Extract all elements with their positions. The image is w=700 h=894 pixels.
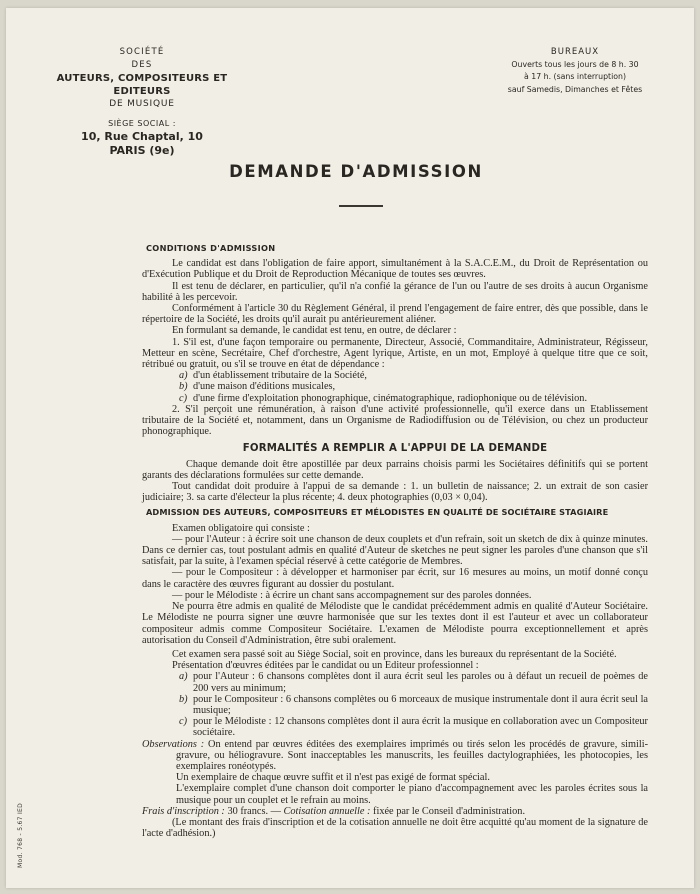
list-item: a) pour l'Auteur : 6 chansons complètes dont il aura écrit seul les paroles ou à défaut un recueil de poèmes de 200 vers au minimum; bbox=[179, 671, 648, 694]
observations-text: On entend par œuvres éditées des exemplaires imprimés ou tirés selon les procédés de gravure, simili-gravure, ou héliogravure. Sont inacceptables les manuscrits, les feuilles dactylographiées, les photocopies, les exemplaires ronéotypés. bbox=[176, 738, 649, 772]
conditions-paragraph: Conformément à l'article 30 du Règlement Général, il prend l'engagement de faire entrer, dès que possible, dans le répertoire de la Société, les droits qu'il aurait pu antérieurement aliéner. bbox=[142, 303, 648, 326]
list-item: b) pour le Compositeur : 6 chansons complètes ou 6 morceaux de musique instrumentale dont il aura écrit seul la musique; bbox=[179, 693, 648, 716]
fees-label: Frais d'inscription : bbox=[142, 805, 225, 817]
fees-amount: 30 francs. — bbox=[227, 805, 281, 817]
dues-label: Cotisation annuelle : bbox=[283, 805, 371, 817]
admission-paragraph: Ne pourra être admis en qualité de Mélodiste que le candidat précédemment admis en qualité d'Auteur Sociétaire. Le Mélodiste ne pourra signer une œuvre harmonisée que sur les textes dont il est l'auteur et avec un collaborateur compositeur admis comme Compositeur Sociétaire. L'examen de Mélodiste pourra exceptionnellement et après autorisation du Conseil d'Administration, être subi oralement. bbox=[142, 601, 648, 646]
observations-label: Observations : bbox=[142, 738, 205, 750]
fees-note: (Le montant des frais d'inscription et de la cotisation annuelle ne doit être acquitté qu'au moment de la signature de l'acte d'adhésion.) bbox=[142, 816, 648, 840]
offices-line-3: sauf Samedis, Dimanches et Fêtes bbox=[507, 84, 643, 94]
formalities-paragraph: Chaque demande doit être apostillée par deux parrains choisis parmi les Sociétaires définitifs qui se portent garants des déclarations formulées sur cette demande. bbox=[142, 458, 648, 481]
formalities-heading: FORMALITÉS A REMPLIR A L'APPUI DE LA DEMANDE bbox=[242, 443, 548, 455]
seat-label: SIÈGE SOCIAL : bbox=[108, 119, 176, 128]
society-letterhead bbox=[52, 46, 232, 158]
admission-paragraph: Cet examen sera passé soit au Siège Social, soit en province, dans les bureaux du représentant de la Société. bbox=[172, 648, 617, 660]
address-street: 10, Rue Chaptal, 10 bbox=[81, 130, 203, 143]
admission-paragraph: — pour le Mélodiste : à écrire un chant sans accompagnement sur des paroles données. bbox=[172, 589, 532, 601]
admission-paragraph: — pour le Compositeur : à développer et harmoniser par écrit, sur 16 mesures au moins, un motif donné conçu dans le caractère des œuvres figurant au dossier du postulant. bbox=[142, 567, 648, 590]
formalities-paragraph: Tout candidat doit produire à l'appui de sa demande : 1. un bulletin de naissance; 2. un extrait de son casier judiciaire; 3. sa carte d'électeur la plus récente; 4. deux photographies (0,03 × 0,04). bbox=[142, 481, 648, 504]
observations bbox=[142, 739, 648, 773]
observations-note: L'exemplaire complet d'une chanson doit comporter le piano d'accompagnement avec les paroles écrites sous la musique pour un couplet et le refrain au moins. bbox=[176, 783, 648, 806]
title-underline bbox=[339, 205, 383, 207]
fees bbox=[142, 806, 648, 817]
dues-text: fixée par le Conseil d'administration. bbox=[373, 805, 526, 817]
list-item: c) pour le Mélodiste : 12 chansons complètes dont il aura écrit la musique en collaboration avec un Compositeur sociétaire. bbox=[179, 716, 648, 739]
offices-line-1: Ouverts tous les jours de 8 h. 30 bbox=[511, 59, 639, 69]
list-item: a) d'un établissement tributaire de la Société, bbox=[179, 370, 367, 382]
list-item: b) d'une maison d'éditions musicales, bbox=[179, 381, 336, 393]
society-line-1: SOCIÉTÉ bbox=[119, 47, 165, 57]
conditions-paragraph: Le candidat est dans l'obligation de faire apport, simultanément à la S.A.C.E.M., du Droit de Représentation ou d'Exécution Publique et du Droit de Reproduction Mécanique de toutes ses œuvres. bbox=[142, 258, 648, 281]
conditions-paragraph: 2. S'il perçoit une rémunération, à raison d'une activité professionnelle, qu'il exerce dans un Etablissement tributaire de la Société et, notamment, dans un Organisme de Radiodiffusion ou de Télévision, ou chez un producteur phonographique. bbox=[142, 403, 648, 438]
society-line-4: DE MUSIQUE bbox=[109, 99, 175, 109]
offices-title: BUREAUX bbox=[550, 47, 600, 57]
document-body bbox=[142, 243, 648, 839]
list-item: c) d'une firme d'exploitation phonographique, cinématographique, radiophonique ou de télévision. bbox=[179, 392, 588, 404]
conditions-heading: CONDITIONS D'ADMISSION bbox=[146, 243, 276, 253]
admission-heading: ADMISSION DES AUTEURS, COMPOSITEURS ET MÉLODISTES EN QUALITÉ DE SOCIÉTAIRE STAGIAIRE bbox=[146, 507, 609, 518]
form-reference: Mod. 768 - 5.67 IED bbox=[17, 802, 24, 868]
conditions-paragraph: En formulant sa demande, le candidat est tenu, en outre, de déclarer : bbox=[172, 325, 457, 337]
admission-paragraph: Présentation d'œuvres éditées par le candidat ou un Editeur professionnel : bbox=[172, 660, 479, 672]
admission-paragraph: Examen obligatoire qui consiste : bbox=[172, 522, 310, 534]
office-hours bbox=[500, 46, 650, 96]
offices-line-2: à 17 h. (sans interruption) bbox=[523, 72, 627, 81]
page-title: DEMANDE D'ADMISSION bbox=[229, 162, 483, 181]
document-page bbox=[6, 8, 694, 888]
conditions-paragraph: 1. S'il est, d'une façon temporaire ou permanente, Directeur, Associé, Commanditaire, Administrateur, Régisseur, Metteur en scène, Secrétaire, Chef d'orchestre, Agent lyrique, Artiste, en un mot, Employé à quelque titre que ce soit, rétribué ou gratuit, ou s'il se trouve en état de dépendance : bbox=[142, 336, 648, 371]
admission-paragraph: — pour l'Auteur : à écrire soit une chanson de deux couplets et d'un refrain, soit un sketch de dix à quinze minutes. Dans ce dernier cas, tout postulant admis en qualité d'Auteur de sketches ne peut signer les paroles d'une chanson que s'il satisfait, par la suite, à l'examen spécial réservé à cette catégorie de Membres. bbox=[142, 533, 648, 568]
society-line-2: DES bbox=[131, 60, 153, 70]
society-name: AUTEURS, COMPOSITEURS ET EDITEURS bbox=[56, 73, 228, 97]
conditions-paragraph: Il est tenu de déclarer, en particulier, qu'il n'a confié la gérance de l'un ou l'autre de ses droits à aucun Organisme habilité à les percevoir. bbox=[142, 280, 648, 303]
address-city: PARIS (9e) bbox=[109, 144, 175, 157]
observations-note: Un exemplaire de chaque œuvre suffit et il n'est pas exigé de format spécial. bbox=[176, 772, 490, 784]
